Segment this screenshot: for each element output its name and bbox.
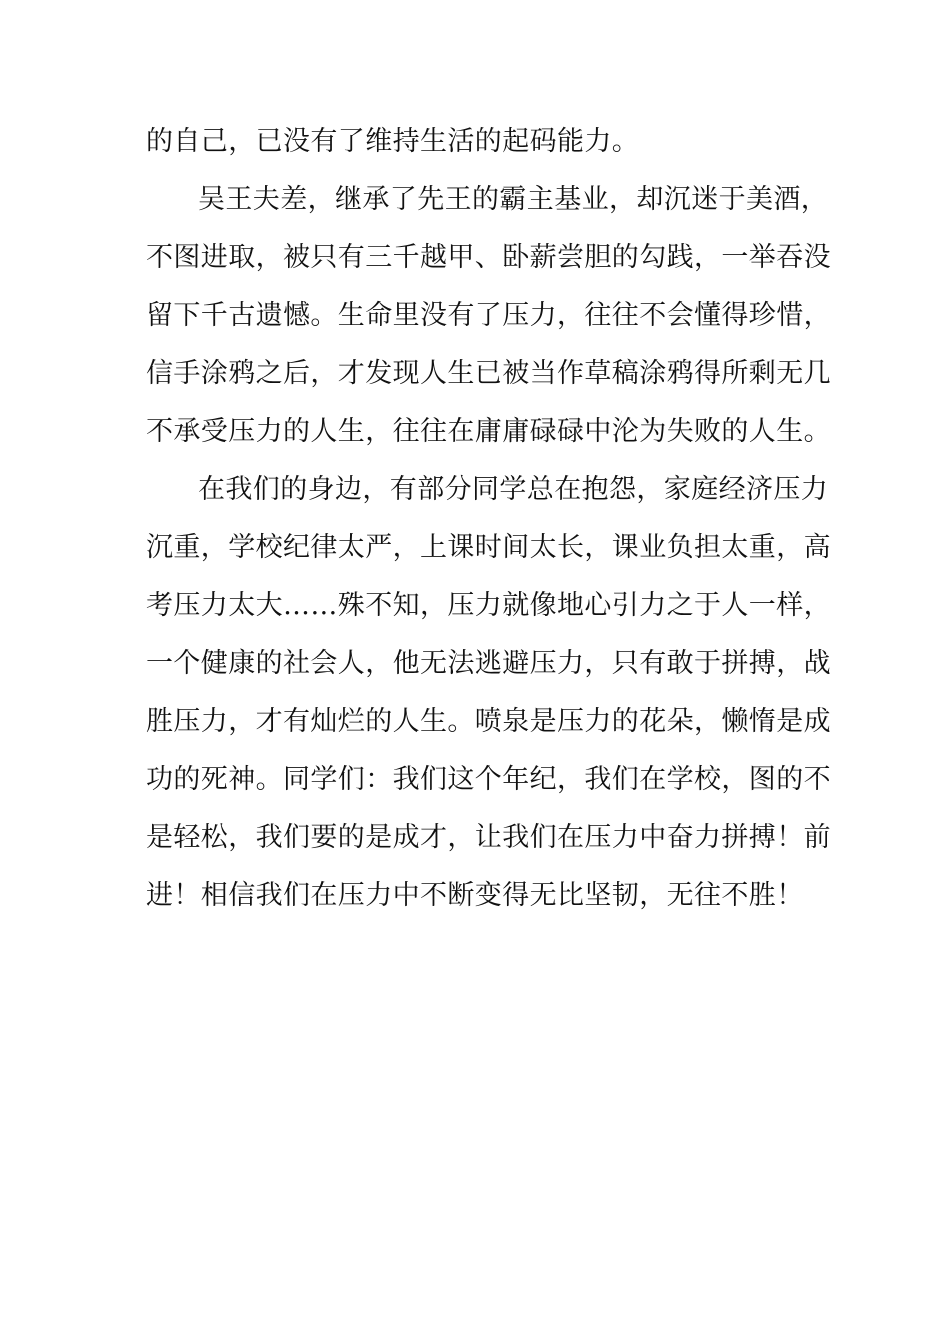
text-line: 的自己，已没有了维持生活的起码能力。: [146, 126, 640, 157]
text-line: 一个健康的社会人，他无法逃避压力，只有敢于拼搏，战: [146, 648, 831, 679]
text-line: 是轻松，我们要的是成才，让我们在压力中奋力拼搏！前: [146, 822, 831, 853]
body-text: [146, 120, 831, 932]
text-line: 留下千古遗憾。生命里没有了压力，往往不会懂得珍惜，: [146, 300, 831, 331]
text-line: 功的死神。同学们：我们这个年纪，我们在学校，图的不: [146, 764, 831, 795]
text-line: 不承受压力的人生，往往在庸庸碌碌中沦为失败的人生。: [146, 416, 831, 447]
text-line: 胜压力，才有灿烂的人生。喷泉是压力的花朵，懒惰是成: [146, 706, 831, 737]
text-line: 沉重，学校纪律太严，上课时间太长，课业负担太重，高: [146, 532, 831, 563]
text-line: 不图进取，被只有三千越甲、卧薪尝胆的勾践，一举吞没: [146, 242, 831, 273]
paragraph-start-line: 在我们的身边，有部分同学总在抱怨，家庭经济压力: [198, 474, 829, 505]
text-line: 考压力太大……殊不知，压力就像地心引力之于人一样，: [146, 590, 831, 621]
text-line: 进！相信我们在压力中不断变得无比坚韧，无往不胜！: [146, 880, 804, 911]
text-line: 信手涂鸦之后，才发现人生已被当作草稿涂鸦得所剩无几: [146, 358, 831, 389]
paragraph-start-line: 吴王夫差，继承了先王的霸主基业，却沉迷于美酒，: [198, 184, 829, 215]
